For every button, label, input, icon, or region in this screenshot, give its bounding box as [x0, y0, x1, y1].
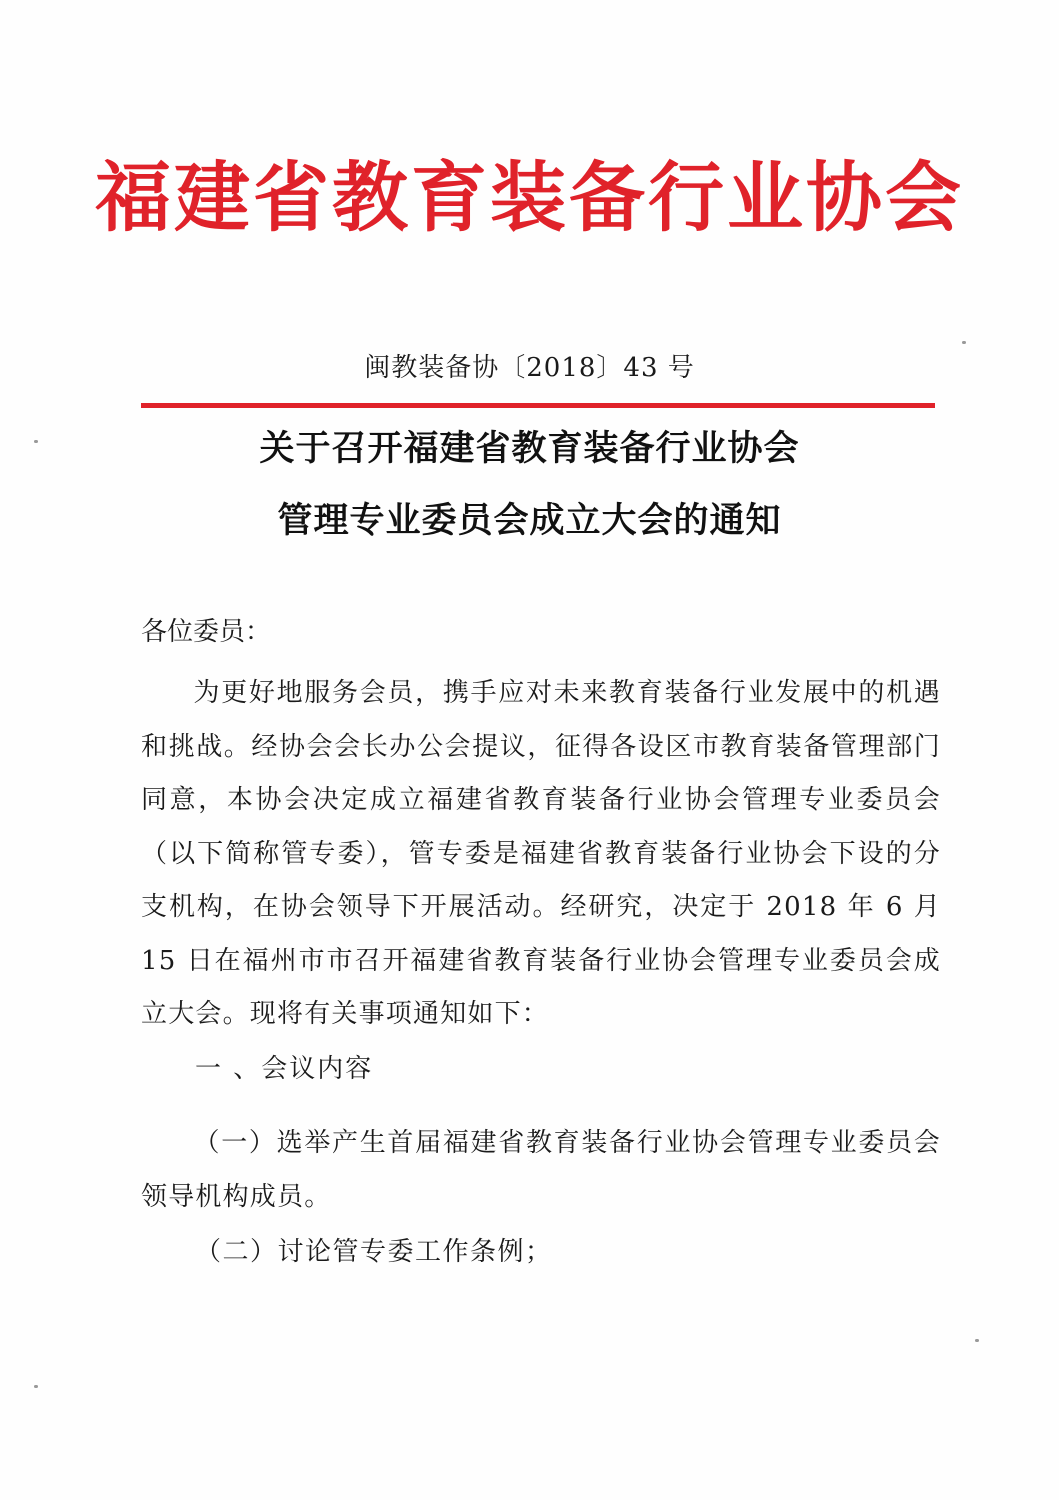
letterhead-organization: 福建省教育装备行业协会 [95, 153, 964, 242]
section-heading-meeting-content: 一 、会议内容 [195, 1054, 374, 1084]
meeting-item-1 [141, 1117, 941, 1224]
notice-title-line-1: 关于召开福建省教育装备行业协会 [259, 428, 800, 469]
body-paragraph [141, 667, 941, 1042]
scan-speck [34, 1385, 38, 1388]
salutation: 各位委员： [141, 617, 272, 647]
document-number: 闽教装备协〔2018〕43 号 [364, 353, 695, 383]
letterhead-red-rule [141, 403, 935, 408]
meeting-item-2: （二）讨论管专委工作条例； [195, 1237, 553, 1267]
meeting-item-1-text: （一）选举产生首届福建省教育装备行业协会管理专业委员会领导机构成员。 [141, 1128, 941, 1212]
notice-title-line-2: 管理专业委员会成立大会的通知 [277, 500, 782, 541]
body-paragraph-text: 为更好地服务会员，携手应对未来教育装备行业发展中的机遇和挑战。经协会会长办公会提议，征得各设区市教育装备管理部门同意，本协会决定成立福建省教育装备行业协会管理专业委员会（以下简称管专委），管专委是福建省教育装备行业协会下设的分支机构，在协会领导下开展活动。经研究，决定于 2018 年 6 月 15 日在福州市市召开福建省教育装备行业协会管理专业委员会成立大会。现将有关事项通知如下： [141, 678, 941, 1029]
scan-speck [962, 341, 966, 344]
scan-speck [34, 440, 38, 443]
scan-speck [975, 1339, 979, 1342]
